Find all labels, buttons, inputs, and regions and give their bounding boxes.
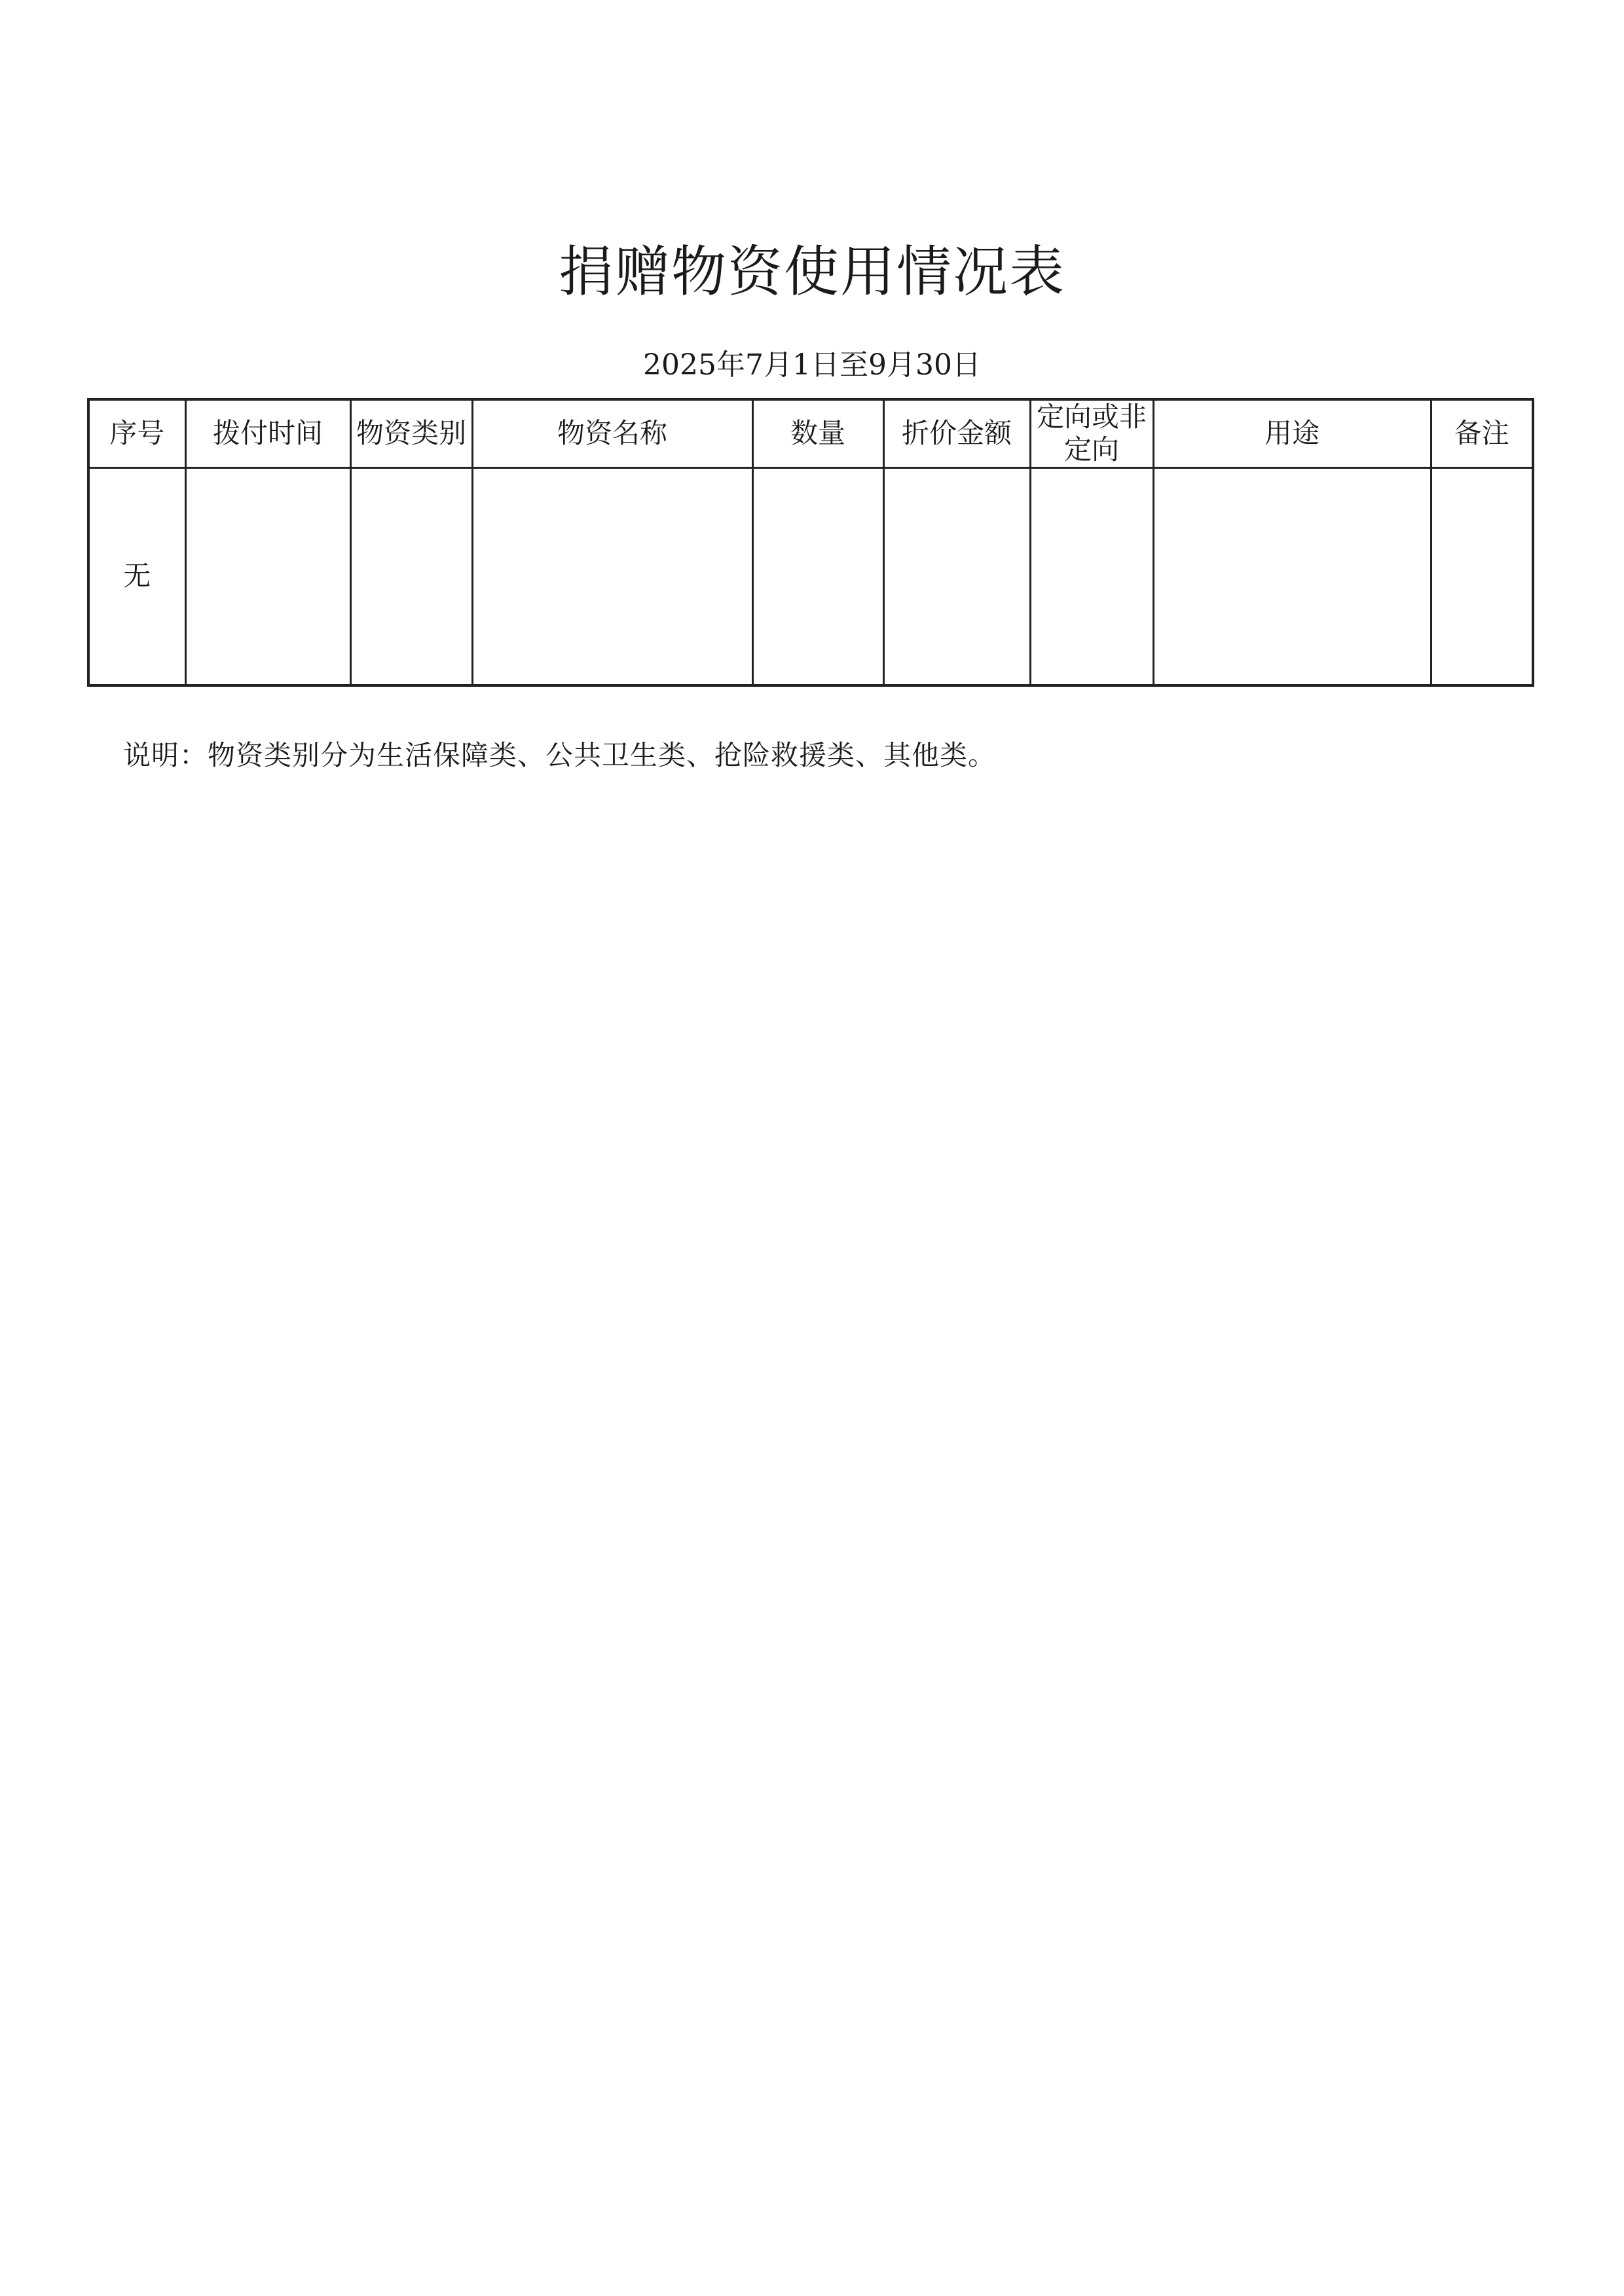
header-material-category: 物资类别 — [350, 399, 472, 467]
cell-material-name — [472, 467, 752, 685]
cell-purpose — [1153, 467, 1431, 685]
header-allocation-time: 拨付时间 — [185, 399, 350, 467]
header-quantity: 数量 — [752, 399, 883, 467]
table-header-row — [88, 399, 1533, 467]
header-remarks: 备注 — [1431, 399, 1533, 467]
header-purpose: 用途 — [1153, 399, 1431, 467]
cell-index: 无 — [88, 467, 185, 685]
header-converted-amount: 折价金额 — [883, 399, 1030, 467]
donation-usage-table — [87, 398, 1534, 687]
cell-remarks — [1431, 467, 1533, 685]
cell-quantity — [752, 467, 883, 685]
header-directed-or-not: 定向或非定向 — [1030, 399, 1153, 467]
page-title: 捐赠物资使用情况表 — [558, 240, 1065, 304]
explanation-note: 说明：物资类别分为生活保障类、公共卫生类、抢险救援类、其他类。 — [123, 739, 997, 771]
table-row — [88, 467, 1533, 685]
header-material-name: 物资名称 — [472, 399, 752, 467]
cell-allocation-time — [185, 467, 350, 685]
cell-directed-or-not — [1030, 467, 1153, 685]
date-range: 2025年7月1日至9月30日 — [643, 348, 981, 382]
cell-material-category — [350, 467, 472, 685]
header-index: 序号 — [88, 399, 185, 467]
cell-converted-amount — [883, 467, 1030, 685]
